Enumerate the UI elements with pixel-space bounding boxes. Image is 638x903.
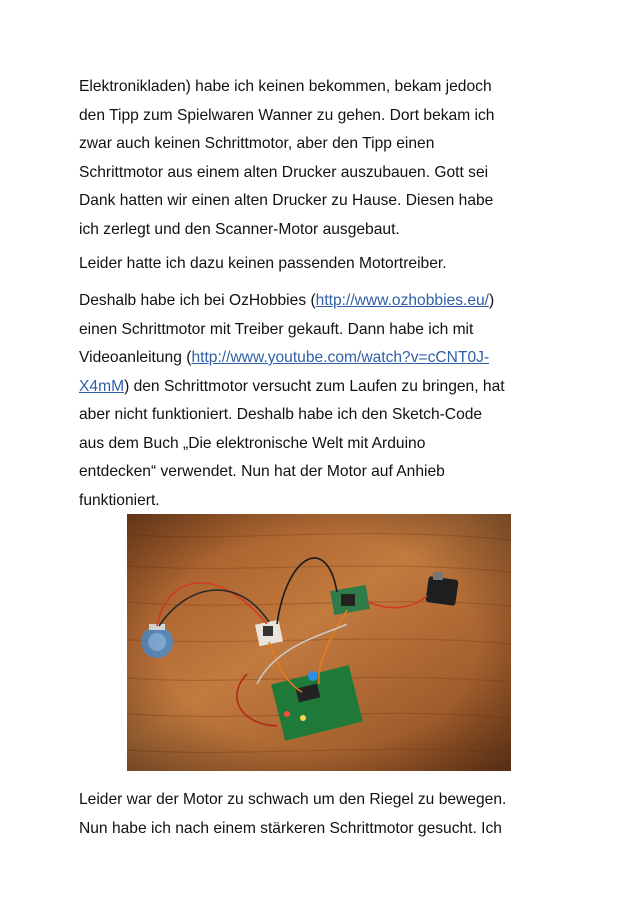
paragraph-intro [79, 73, 569, 244]
text-line: funktioniert. [79, 491, 160, 509]
text-segment: ) [489, 292, 495, 309]
text-line: einen Schrittmotor mit Treiber gekauft. Dann habe ich mit [79, 320, 474, 338]
text-line: zwar auch keinen Schrittmotor, aber den Tipp einen [79, 135, 435, 152]
text-line: Schrittmotor aus einem alten Drucker auszubauen. Gott sei [79, 163, 489, 181]
text-line: Nun habe ich nach einem stärkeren Schrittmotor gesucht. Ich [79, 819, 502, 837]
text-segment: Videoanleitung ( [79, 349, 192, 366]
paragraph-motortreiber [79, 250, 569, 279]
text-line [79, 287, 569, 316]
text-line: den Tipp zum Spielwaren Wanner zu gehen. Dort bekam ich [79, 106, 495, 124]
youtube-link-continued[interactable]: X4mM [79, 377, 125, 395]
text-line [79, 344, 569, 373]
ozhobbies-link[interactable]: http://www.ozhobbies.eu/ [315, 292, 490, 309]
text-line: Dank hatten wir einen alten Drucker zu Hause. Diesen habe [79, 192, 494, 209]
photo-vignette [127, 514, 511, 771]
text-segment: ) den Schrittmotor versucht zum Laufen zu bringen, hat [124, 377, 505, 395]
text-line: Elektronikladen) habe ich keinen bekommen, bekam jedoch [79, 78, 492, 95]
photo-stepper-motor-setup [127, 514, 511, 771]
photo-illustration [127, 514, 511, 771]
text-line: Leider hatte ich dazu keinen passenden Motortreiber. [79, 255, 447, 272]
text-line [79, 373, 569, 402]
text-line: aber nicht funktioniert. Deshalb habe ich den Sketch-Code [79, 406, 483, 423]
paragraph-schwach [79, 786, 569, 843]
paragraph-ozhobbies [79, 287, 569, 515]
text-segment: Deshalb habe ich bei OzHobbies ( [79, 292, 316, 309]
text-line: Leider war der Motor zu schwach um den Riegel zu bewegen. [79, 791, 507, 808]
text-line: entdecken“ verwendet. Nun hat der Motor auf Anhieb [79, 463, 445, 480]
text-line: ich zerlegt und den Scanner-Motor ausgebaut. [79, 220, 400, 238]
text-line: aus dem Buch „Die elektronische Welt mit Arduino [79, 434, 426, 452]
youtube-link[interactable]: http://www.youtube.com/watch?v=cCNT0J- [191, 349, 490, 366]
